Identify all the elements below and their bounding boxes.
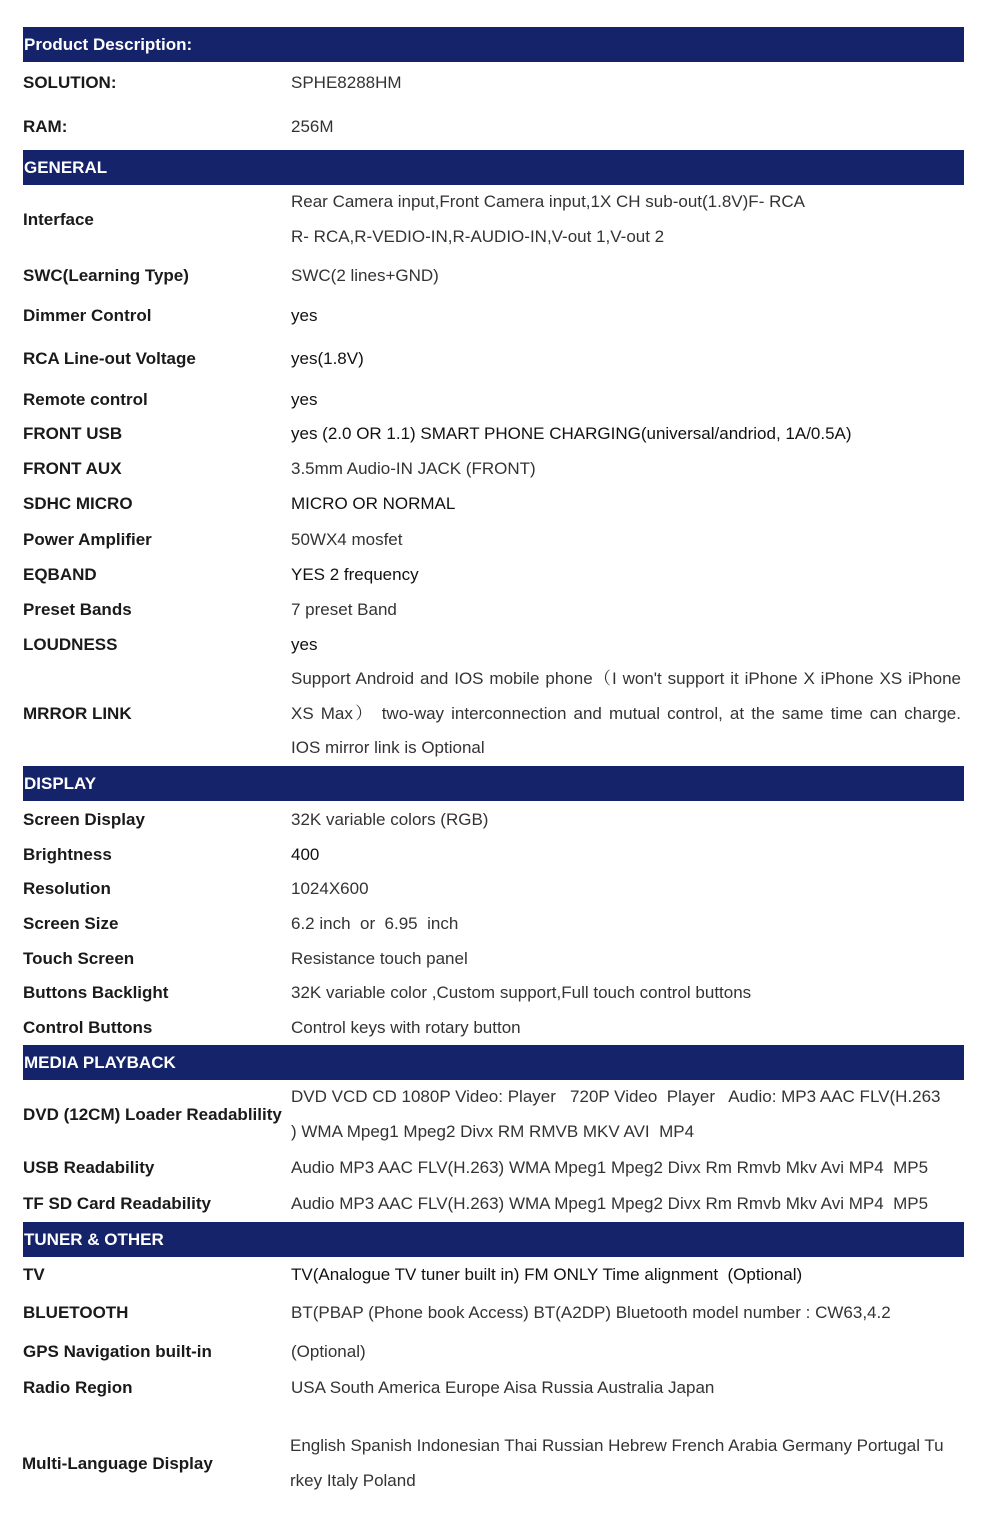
label-preset-bands: Preset Bands <box>23 600 132 619</box>
section-header-display: DISPLAY <box>23 766 964 801</box>
value-front-usb: yes (2.0 OR 1.1) SMART PHONE CHARGING(universal/andriod, 1A/0.5A) <box>291 424 852 443</box>
value-mirror-link: Support Android and IOS mobile phone（I won't support it iPhone X iPhone XS iPhone XS Max） two-way interconnection and mutual control, at the same time can charge. IOS mirror link is Optional <box>291 669 961 757</box>
value-usb-readability: Audio MP3 AAC FLV(H.263) WMA Mpeg1 Mpeg2 Divx Rm Rmvb Mkv Avi MP4 MP5 <box>291 1158 929 1177</box>
label-loudness: LOUDNESS <box>23 635 118 654</box>
value-remote-control: yes <box>291 390 318 409</box>
value-front-aux: 3.5mm Audio-IN JACK (FRONT) <box>291 459 536 478</box>
label-mirror-link: MRROR LINK <box>23 704 132 723</box>
value-screen-display: 32K variable colors (RGB) <box>291 810 489 829</box>
label-screen-display: Screen Display <box>23 810 145 829</box>
section-header-tuner-other: TUNER & OTHER <box>23 1222 964 1257</box>
value-gps-navigation: (Optional) <box>291 1342 366 1361</box>
label-brightness: Brightness <box>23 845 112 864</box>
label-gps-navigation: GPS Navigation built-in <box>23 1342 212 1361</box>
value-loudness: yes <box>291 635 318 654</box>
label-eqband: EQBAND <box>23 565 97 584</box>
value-rca-line-out: yes(1.8V) <box>291 349 364 368</box>
value-preset-bands: 7 preset Band <box>291 600 397 619</box>
label-dvd-loader: DVD (12CM) Loader Readablility <box>23 1105 282 1124</box>
value-power-amplifier: 50WX4 mosfet <box>291 530 403 549</box>
value-bluetooth: BT(PBAP (Phone book Access) BT(A2DP) Bluetooth model number : CW63,4.2 <box>291 1303 891 1322</box>
value-eqband: YES 2 frequency <box>291 565 419 584</box>
label-usb-readability: USB Readability <box>23 1158 155 1177</box>
value-solution: SPHE8288HM <box>291 73 402 92</box>
value-resolution: 1024X600 <box>291 879 369 898</box>
value-interface-line2: R- RCA,R-VEDIO-IN,R-AUDIO-IN,V-out 1,V-out 2 <box>291 227 665 246</box>
label-multi-language: Multi-Language Display <box>22 1454 213 1473</box>
section-header-media-playback: MEDIA PLAYBACK <box>23 1045 964 1080</box>
value-dvd-line1: DVD VCD CD 1080P Video: Player 720P Video Player Audio: MP3 AAC FLV(H.263 <box>291 1087 941 1106</box>
label-ram: RAM: <box>23 117 68 136</box>
value-swc: SWC(2 lines+GND) <box>291 266 439 285</box>
value-touch-screen: Resistance touch panel <box>291 949 468 968</box>
label-swc: SWC(Learning Type) <box>23 266 189 285</box>
label-front-usb: FRONT USB <box>23 424 123 443</box>
label-control-buttons: Control Buttons <box>23 1018 153 1037</box>
value-dvd-line2: ) WMA Mpeg1 Mpeg2 Divx RM RMVB MKV AVI MP4 <box>291 1122 695 1141</box>
value-sdhc-micro: MICRO OR NORMAL <box>291 494 456 513</box>
label-screen-size: Screen Size <box>23 914 119 933</box>
value-control-buttons: Control keys with rotary button <box>291 1018 521 1037</box>
value-interface-line1: Rear Camera input,Front Camera input,1X CH sub-out(1.8V)F- RCA <box>291 192 805 211</box>
value-language-line1: English Spanish Indonesian Thai Russian Hebrew French Arabia Germany Portugal Tu <box>290 1436 944 1455</box>
value-dimmer-control: yes <box>291 306 318 325</box>
label-power-amplifier: Power Amplifier <box>23 530 152 549</box>
section-header-general: GENERAL <box>23 150 964 185</box>
value-buttons-backlight: 32K variable color ,Custom support,Full touch control buttons <box>291 983 752 1002</box>
label-front-aux: FRONT AUX <box>23 459 122 478</box>
section-header-product-description: Product Description: <box>23 27 964 62</box>
value-language-line2: rkey Italy Poland <box>290 1471 416 1490</box>
label-buttons-backlight: Buttons Backlight <box>23 983 169 1002</box>
value-tf-readability: Audio MP3 AAC FLV(H.263) WMA Mpeg1 Mpeg2 Divx Rm Rmvb Mkv Avi MP4 MP5 <box>291 1194 929 1213</box>
label-solution: SOLUTION: <box>23 73 117 92</box>
label-rca-line-out: RCA Line-out Voltage <box>23 349 196 368</box>
label-sdhc-micro: SDHC MICRO <box>23 494 133 513</box>
label-tv: TV <box>23 1265 45 1284</box>
value-radio-region: USA South America Europe Aisa Russia Australia Japan <box>291 1378 715 1397</box>
label-dimmer-control: Dimmer Control <box>23 306 152 325</box>
label-bluetooth: BLUETOOTH <box>23 1303 129 1322</box>
label-resolution: Resolution <box>23 879 111 898</box>
label-interface: Interface <box>23 210 94 229</box>
label-touch-screen: Touch Screen <box>23 949 135 968</box>
value-brightness: 400 <box>291 845 320 864</box>
label-tf-readability: TF SD Card Readability <box>23 1194 211 1213</box>
value-tv: TV(Analogue TV tuner built in) FM ONLY Time alignment (Optional) <box>291 1265 803 1284</box>
label-remote-control: Remote control <box>23 390 148 409</box>
value-screen-size: 6.2 inch or 6.95 inch <box>291 914 459 933</box>
label-radio-region: Radio Region <box>23 1378 133 1397</box>
value-ram: 256M <box>291 117 334 136</box>
